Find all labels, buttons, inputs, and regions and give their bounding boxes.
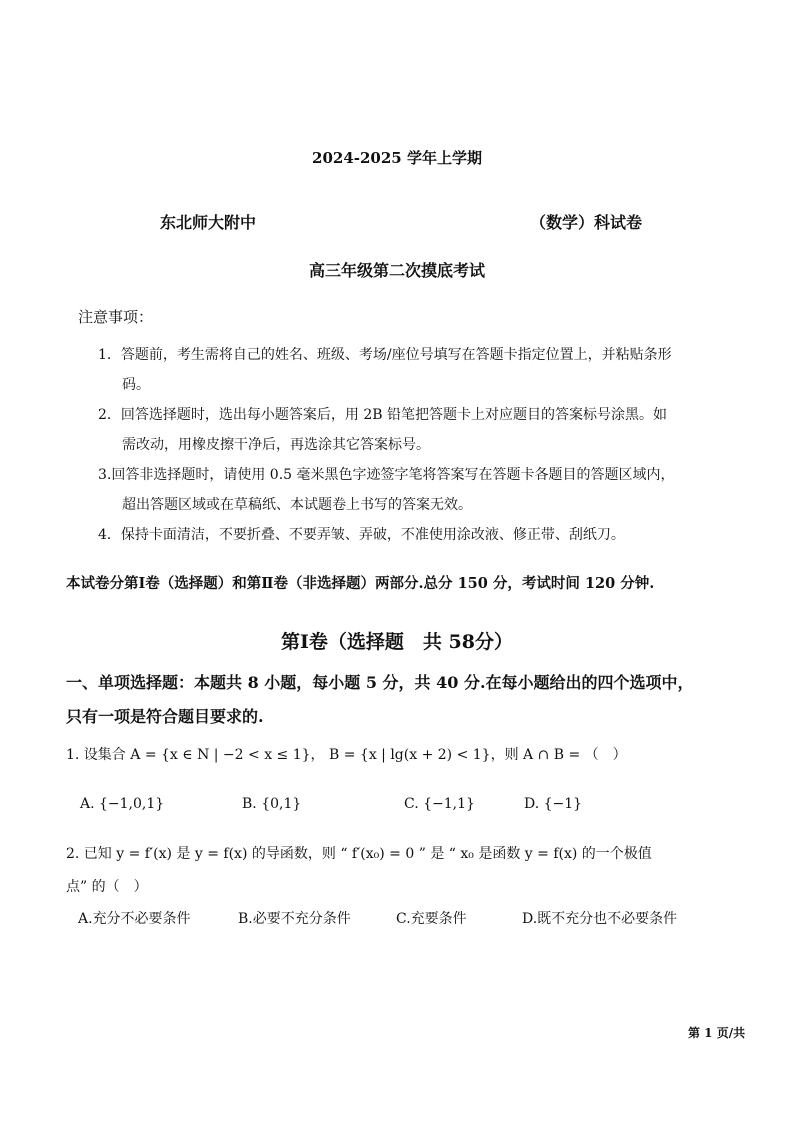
question-2-option-a: A.充分不必要条件 [78, 911, 191, 927]
question-2-option-d: D.既不充分也不必要条件 [522, 911, 678, 927]
subject-title: （数学）科试卷 [530, 213, 643, 232]
question-1-option-a: A. {−1,0,1} [80, 796, 165, 812]
note-1-line-1: 1．答题前，考生需将自己的姓名、班级、考场/座位号填写在答题卡指定位置上，并粘贴条形 [98, 347, 672, 363]
question-2-line-1: 2. 已知 y = f′(x) 是 y = f(x) 的导函数，则 “ f′(x₀) = 0 ” 是 “ x₀ 是函数 y = f(x) 的一个极值 [66, 846, 652, 862]
school-name: 东北师大附中 [160, 213, 257, 232]
question-1-option-b: B. {0,1} [242, 796, 302, 812]
question-2-line-2: 点” 的（ ） [66, 879, 148, 895]
note-2-line-2: 需改动，用橡皮擦干净后，再选涂其它答案标号。 [122, 437, 430, 453]
exam-title: 高三年级第二次摸底考试 [308, 261, 485, 280]
exam-summary: 本试卷分第Ⅰ卷（选择题）和第Ⅱ卷（非选择题）两部分.总分 150 分，考试时间 120 分钟. [66, 575, 655, 592]
page-footer: 第 1 页/共 [688, 1026, 746, 1040]
note-4-line-1: 4．保持卡面清洁，不要折叠、不要弄皱、弄破，不准使用涂改液、修正带、刮纸刀。 [98, 527, 625, 543]
year-term-heading: 2024-2025 学年上学期 [312, 149, 482, 167]
question-2-option-c: C.充要条件 [396, 911, 467, 927]
question-1-option-c: C. {−1,1} [404, 796, 475, 812]
note-1-line-2: 码。 [122, 377, 150, 393]
section-1-line-1: 一、单项选择题：本题共 8 小题，每小题 5 分，共 40 分.在每小题给出的四个选项中， [66, 673, 694, 692]
note-3-line-1: 3.回答非选择题时，请使用 0.5 毫米黑色字迹签字笔将答案写在答题卡各题目的答题区域内， [98, 467, 675, 483]
question-1-option-d: D. {−1} [524, 796, 583, 812]
note-2-line-1: 2．回答选择题时，选出每小题答案后，用 2B 铅笔把答题卡上对应题目的答案标号涂黑。如 [98, 407, 668, 423]
note-3-line-2: 超出答题区域或在草稿纸、本试题卷上书写的答案无效。 [122, 497, 472, 513]
section-1-line-2: 只有一项是符合题目要求的. [66, 707, 264, 726]
part-1-title: 第Ⅰ卷（选择题 共 58分） [281, 631, 513, 653]
notes-heading: 注意事项： [78, 308, 154, 326]
question-1-text: 1. 设集合 A = {x ∈ N | −2 < x ≤ 1}， B = {x | lg(x + 2) < 1}，则 A ∩ B = （ ） [66, 747, 627, 763]
question-2-option-b: B.必要不充分条件 [238, 911, 351, 927]
